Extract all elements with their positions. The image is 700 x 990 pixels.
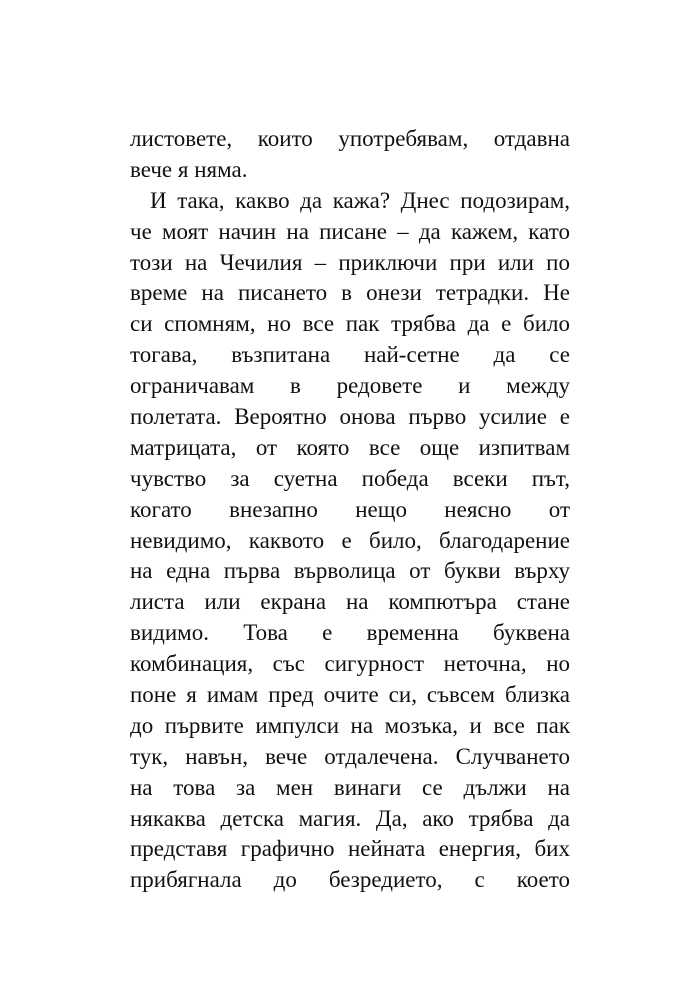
text-line: тогава, възпитана най-сетне да се	[130, 342, 570, 368]
text-line: ограничавам в редовете и между	[130, 373, 570, 399]
body-text	[130, 124, 570, 896]
text-line: представя графично нейната енергия, бих	[130, 836, 570, 862]
text-line: невидимо, каквото е било, благодарение	[130, 527, 570, 553]
text-line: на това за мен винаги се дължи на	[130, 774, 570, 800]
text-line: чувство за суетна победа всеки път,	[130, 465, 570, 491]
text-line: вече я няма.	[130, 156, 248, 182]
text-line: до първите импулси на мозъка, и все пак	[130, 712, 570, 738]
text-line: листовете, които употребявам, отдавна	[130, 126, 570, 151]
text-line: когато внезапно нещо неясно от	[130, 496, 570, 522]
text-line: тук, навън, вече отдалечена. Случването	[130, 743, 570, 769]
text-line: някаква детска магия. Да, ако трябва да	[130, 805, 570, 831]
text-line: прибягнала до безредието, с което	[130, 867, 570, 893]
text-line: И така, какво да кажа? Днес подозирам,	[150, 187, 570, 213]
text-line: си спомням, но все пак трябва да е било	[130, 311, 570, 337]
text-line: че моят начин на писане – да кажем, като	[130, 218, 570, 244]
text-line: поне я имам пред очите си, съвсем близка	[130, 682, 570, 708]
text-line: на една първа върволица от букви върху	[130, 558, 570, 584]
text-line: матрицата, от която все още изпитвам	[130, 434, 570, 460]
text-line: листа или екрана на компютъра стане	[130, 589, 570, 615]
text-line: време на писането в онези тетрадки. Не	[130, 280, 570, 306]
text-line: видимо. Това е временна буквена	[130, 620, 570, 646]
text-line: полетата. Вероятно онова първо усилие е	[130, 404, 570, 430]
text-line: комбинация, със сигурност неточна, но	[130, 651, 570, 677]
text-line: този на Чечилия – приключи при или по	[130, 249, 570, 275]
